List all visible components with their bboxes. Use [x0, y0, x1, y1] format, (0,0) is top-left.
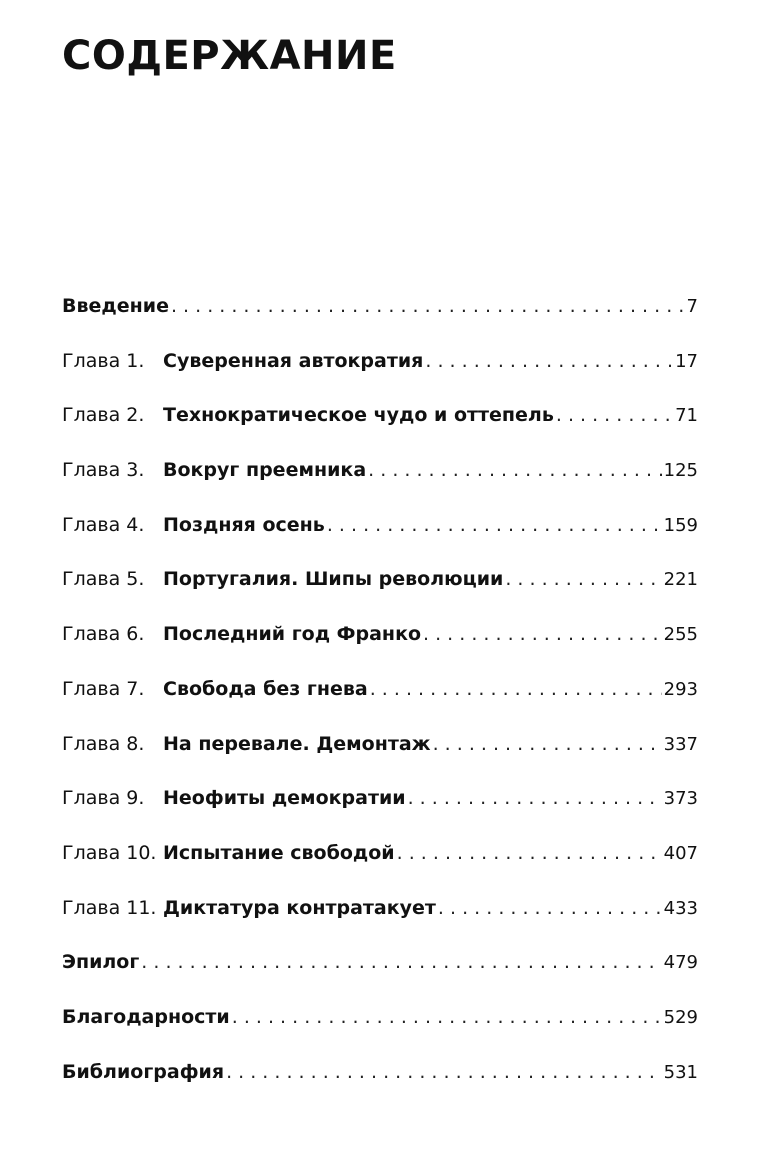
- toc-entry-title: Поздняя осень: [163, 513, 325, 536]
- dot-leader: [368, 677, 662, 701]
- toc-page-number: 433: [663, 897, 698, 919]
- toc-page-number: 159: [663, 514, 698, 536]
- chapter-label: Глава 3.: [62, 459, 145, 482]
- toc-entry-chapter-5[interactable]: [62, 567, 698, 622]
- toc-entry-title: Неофиты демократии: [163, 787, 406, 810]
- chapter-label: Глава 10.: [62, 841, 157, 864]
- dot-leader: [503, 567, 661, 591]
- toc-page-number: 7: [686, 296, 698, 317]
- dot-leader: [436, 896, 662, 920]
- chapter-label: Глава 1.: [62, 349, 145, 372]
- toc-entry-chapter-2[interactable]: [62, 403, 698, 458]
- toc-entry-title: Суверенная автократия: [163, 349, 424, 372]
- chapter-label: Глава 2.: [62, 404, 145, 427]
- dot-leader: [395, 841, 662, 865]
- chapter-label: Глава 5.: [62, 568, 145, 591]
- toc-entry-chapter-10[interactable]: [62, 841, 698, 896]
- toc-entry-chapter-8[interactable]: [62, 732, 698, 787]
- toc-page-number: 17: [675, 350, 698, 372]
- toc-entry-title: На перевале. Демонтаж: [163, 732, 431, 755]
- toc-entry-title: Введение: [62, 295, 169, 317]
- page-title: СОДЕРЖАНИЕ: [62, 33, 397, 79]
- toc-entry-title: Свобода без гнева: [163, 677, 368, 700]
- chapter-label: Глава 4.: [62, 513, 145, 536]
- toc-entry-title: Эпилог: [62, 951, 140, 974]
- chapter-label: Глава 6.: [62, 623, 145, 646]
- toc-page-number: 221: [663, 569, 698, 591]
- toc-entry-epilogue[interactable]: [62, 950, 698, 1005]
- toc-entry-title: Библиография: [62, 1060, 225, 1083]
- toc-page-number: 529: [663, 1006, 698, 1028]
- toc-entry-chapter-9[interactable]: [62, 786, 698, 841]
- dot-leader: [224, 1060, 662, 1084]
- dot-leader: [139, 950, 661, 974]
- toc-entry-title: Благодарности: [62, 1005, 230, 1028]
- chapter-label: Глава 11.: [62, 896, 157, 919]
- dot-leader: [406, 786, 662, 810]
- toc-entry-chapter-1[interactable]: [62, 349, 698, 404]
- toc-entry-title: Испытание свободой: [163, 841, 395, 864]
- toc-entry-title: Последний год Франко: [163, 623, 422, 646]
- dot-leader: [423, 349, 673, 373]
- dot-leader: [169, 294, 685, 318]
- chapter-label: Глава 7.: [62, 677, 145, 700]
- dot-leader: [421, 622, 662, 646]
- toc-page-number: 293: [663, 678, 698, 700]
- table-of-contents: [62, 294, 698, 1114]
- toc-entry-bibliography[interactable]: [62, 1060, 698, 1115]
- dot-leader: [230, 1005, 662, 1029]
- chapter-label: Глава 9.: [62, 787, 145, 810]
- toc-entry-acknowledgements[interactable]: [62, 1005, 698, 1060]
- toc-page-number: 71: [675, 405, 698, 427]
- toc-page-number: 479: [663, 952, 698, 974]
- toc-entry-title: Португалия. Шипы революции: [163, 568, 504, 591]
- toc-entry-chapter-11[interactable]: [62, 896, 698, 951]
- dot-leader: [554, 403, 673, 427]
- dot-leader: [366, 458, 661, 482]
- toc-entry-chapter-3[interactable]: [62, 458, 698, 513]
- chapter-label: Глава 8.: [62, 732, 145, 755]
- toc-page-number: 373: [663, 788, 698, 810]
- toc-entry-title: Диктатура контратакует: [163, 896, 436, 919]
- toc-entry-title: Вокруг преемника: [163, 459, 367, 482]
- toc-entry-chapter-6[interactable]: [62, 622, 698, 677]
- toc-entry-chapter-4[interactable]: [62, 513, 698, 568]
- toc-page-number: 337: [663, 733, 698, 755]
- toc-page-number: 255: [663, 624, 698, 646]
- dot-leader: [325, 513, 662, 537]
- toc-page-number: 125: [663, 460, 698, 482]
- toc-entry-introduction[interactable]: [62, 294, 698, 349]
- toc-entry-chapter-7[interactable]: [62, 677, 698, 732]
- toc-entry-title: Технократическое чудо и оттепель: [163, 404, 554, 427]
- dot-leader: [431, 732, 662, 756]
- toc-page-number: 407: [663, 842, 698, 864]
- toc-page-number: 531: [663, 1061, 698, 1083]
